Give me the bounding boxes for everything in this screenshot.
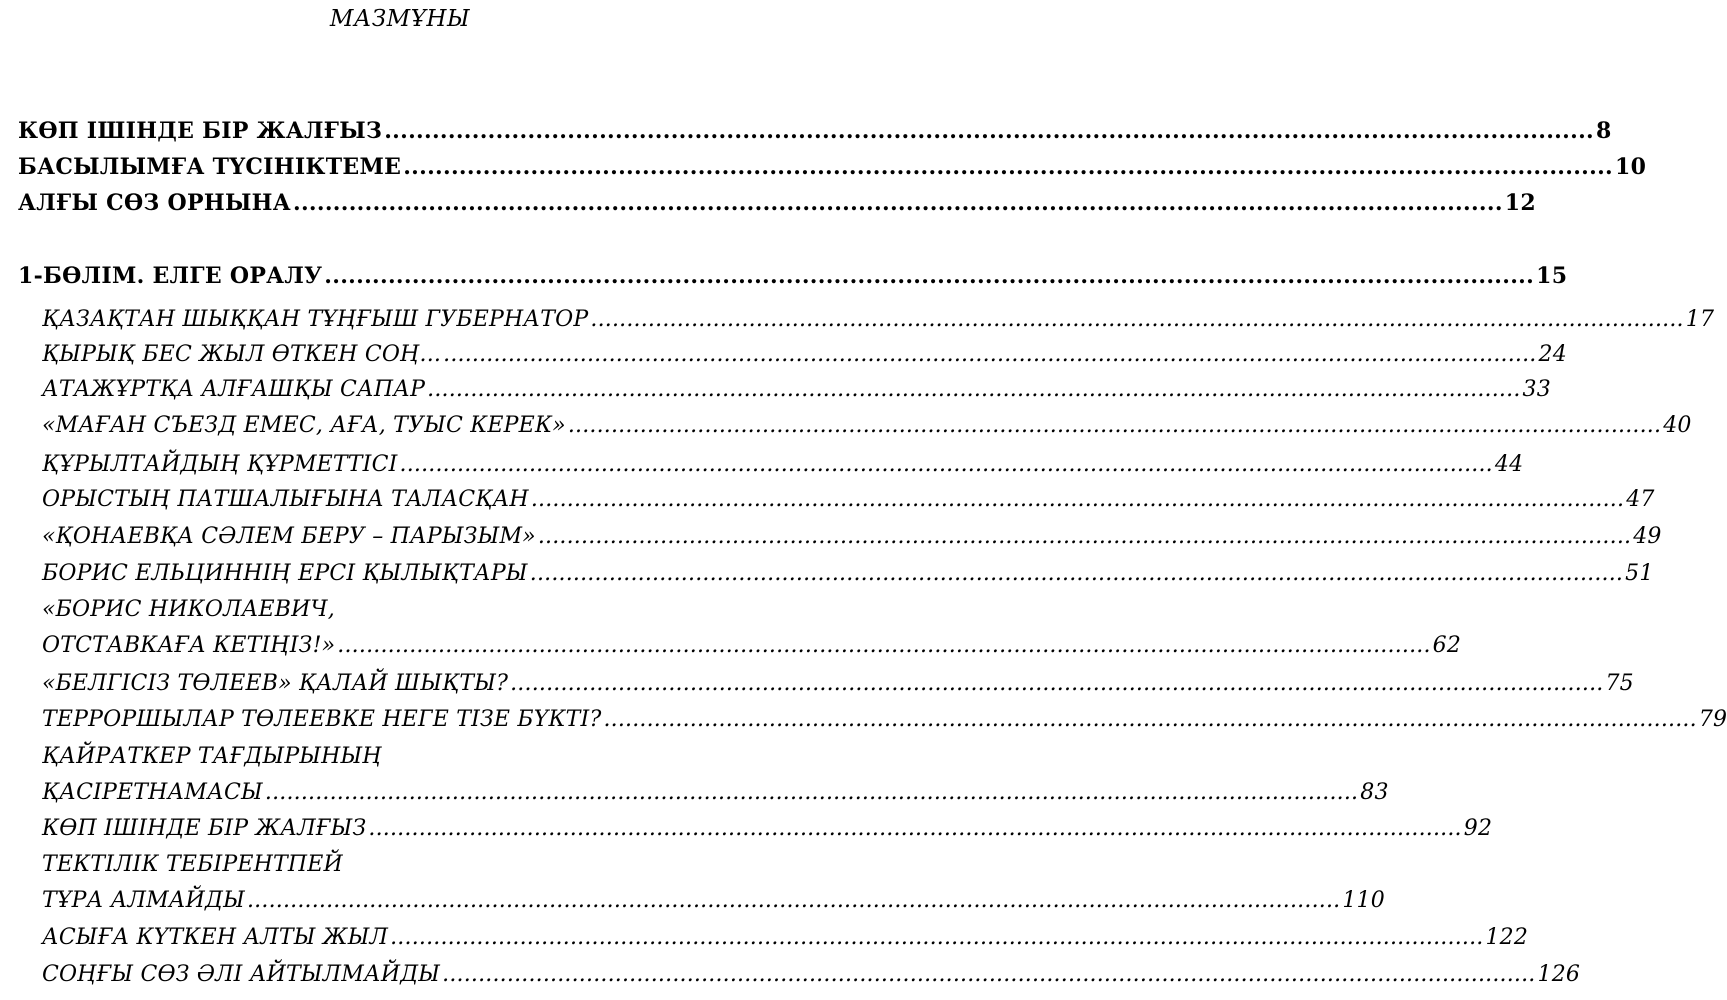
dot-leader: ........................................................................................................................................................ <box>427 377 1521 402</box>
toc-entry-title: АСЫҒА КҮТКЕН АЛТЫ ЖЫЛ <box>42 925 389 950</box>
dot-leader: ........................................................................................................................................................ <box>537 524 1632 549</box>
toc-entry-title-line1: ҚАЙРАТКЕР ТАҒДЫРЫНЫҢ <box>42 744 382 769</box>
toc-entry-title: «МАҒАН СЪЕЗД ЕМЕС, АҒА, ТУЫС КЕРЕК» <box>42 413 566 438</box>
toc-entry-title: КӨП ІШІНДЕ БІР ЖАЛҒЫЗ <box>42 816 367 841</box>
toc-subentry[interactable] <box>42 561 1654 586</box>
toc-page-number: 79 <box>1698 707 1727 732</box>
dot-leader: ........................................................................................................................................................ <box>384 118 1594 144</box>
toc-page-number: 44 <box>1494 452 1524 477</box>
dot-leader: ........................................................................................................................................................ <box>246 888 1341 913</box>
toc-entry-title: ҚАЗАҚТАН ШЫҚҚАН ТҰҢҒЫШ ГУБЕРНАТОР <box>42 307 589 332</box>
toc-entry-title: ҚЫРЫҚ БЕС ЖЫЛ ӨТКЕН СОҢ... <box>42 342 442 367</box>
toc-entry-title: ТЕРРОРШЫЛАР ТӨЛЕЕВКЕ НЕГЕ ТІЗЕ БҮКТІ? <box>42 707 602 732</box>
toc-page-number: 75 <box>1605 671 1634 696</box>
toc-entry-title: АТАЖҰРТҚА АЛҒАШҚЫ САПАР <box>42 377 426 402</box>
toc-page-number: 40 <box>1663 413 1692 438</box>
toc-entry-title: АЛҒЫ СӨЗ ОРНЫНА <box>18 190 291 216</box>
toc-subentry[interactable] <box>42 342 1567 367</box>
toc-entry-title: КӨП ІШІНДЕ БІР ЖАЛҒЫЗ <box>18 118 383 144</box>
toc-entry-title: ҚАСІРЕТНАМАСЫ <box>42 780 263 805</box>
dot-leader: ........................................................................................................................................................ <box>590 307 1684 332</box>
toc-page-number: 8 <box>1595 118 1612 144</box>
toc-entry-title: БАСЫЛЫМҒА ТҮСІНІКТЕМЕ <box>18 154 402 180</box>
dot-leader: ........................................................................................................................................................ <box>390 925 1484 950</box>
toc-page-number: 47 <box>1626 487 1655 512</box>
toc-entry[interactable] <box>18 190 1537 216</box>
toc-page-number: 15 <box>1536 263 1568 289</box>
dot-leader: ........................................................................................................................................................ <box>529 561 1624 586</box>
dot-leader: ........................................................................................................................................................ <box>399 452 1493 477</box>
dot-leader: ........................................................................................................................................................ <box>530 487 1625 512</box>
toc-page-number: 122 <box>1485 925 1529 950</box>
toc-subentry[interactable] <box>42 307 1715 332</box>
toc-subentry[interactable] <box>42 816 1493 841</box>
toc-subentry[interactable] <box>42 780 1389 805</box>
page-title: МАЗМҰНЫ <box>329 6 471 32</box>
toc-subentry[interactable] <box>42 925 1529 950</box>
dot-leader: ........................................................................................................................................................ <box>324 263 1535 289</box>
toc-entry-title: ҚҰРЫЛТАЙДЫҢ ҚҰРМЕТТІСІ <box>42 452 398 477</box>
dot-leader: ........................................................................................................................................................ <box>442 962 1536 987</box>
dot-leader: ........................................................................................................................................................ <box>337 633 1431 658</box>
toc-page-number: 33 <box>1522 377 1551 402</box>
dot-leader: ........................................................................................................................................................ <box>603 707 1697 732</box>
toc-page-number: 126 <box>1537 962 1581 987</box>
toc-page-number: 10 <box>1615 154 1647 180</box>
toc-page-number: 24 <box>1538 342 1567 367</box>
toc-page-number: 17 <box>1685 307 1715 332</box>
toc-section-title: 1-БӨЛІМ. ЕЛГЕ ОРАЛУ <box>18 263 323 289</box>
toc-subentry[interactable] <box>42 413 1692 438</box>
toc-entry-title: БОРИС ЕЛЬЦИННІҢ ЕРСІ ҚЫЛЫҚТАРЫ <box>42 561 528 586</box>
toc-entry-title: «ҚОНАЕВҚА СӘЛЕМ БЕРУ – ПАРЫЗЫМ» <box>42 524 536 549</box>
dot-leader: ........................................................................................................................................................ <box>403 154 1613 180</box>
toc-subentry[interactable] <box>42 671 1634 696</box>
dot-leader: ........................................................................................................................................................ <box>264 780 1359 805</box>
toc-page-number: 83 <box>1360 780 1389 805</box>
toc-subentry[interactable] <box>42 452 1524 477</box>
toc-subentry[interactable] <box>42 707 1727 732</box>
toc-subentry[interactable] <box>42 487 1655 512</box>
toc-entry-title: ТҰРА АЛМАЙДЫ <box>42 888 245 913</box>
toc-page-number: 110 <box>1342 888 1385 913</box>
toc-entry-title: СОҢҒЫ СӨЗ ӘЛІ АЙТЫЛМАЙДЫ <box>42 962 441 987</box>
dot-leader: ........................................................................................................................................................ <box>443 342 1537 367</box>
toc-entry-title: ОТСТАВКАҒА КЕТІҢІЗ!» <box>42 633 336 658</box>
toc-subentry[interactable] <box>42 377 1551 402</box>
toc-page-number: 49 <box>1633 524 1662 549</box>
toc-page-number: 12 <box>1504 190 1537 216</box>
toc-section-entry[interactable] <box>18 263 1568 289</box>
toc-entry-title-line1: ТЕКТІЛІК ТЕБІРЕНТПЕЙ <box>42 852 343 877</box>
toc-page-number: 51 <box>1625 561 1654 586</box>
dot-leader: ........................................................................................................................................................ <box>368 816 1462 841</box>
toc-entry-title-line1: «БОРИС НИКОЛАЕВИЧ, <box>42 597 335 622</box>
dot-leader: ........................................................................................................................................................ <box>567 413 1662 438</box>
toc-page-number: 62 <box>1432 633 1462 658</box>
toc-entry[interactable] <box>18 118 1612 144</box>
dot-leader: ........................................................................................................................................................ <box>510 671 1604 696</box>
toc-entry-title: ОРЫСТЫҢ ПАТШАЛЫҒЫНА ТАЛАСҚАН <box>42 487 529 512</box>
toc-entry-title: «БЕЛГІСІЗ ТӨЛЕЕВ» ҚАЛАЙ ШЫҚТЫ? <box>42 671 509 696</box>
toc-entry[interactable] <box>18 154 1647 180</box>
dot-leader: ........................................................................................................................................................ <box>293 190 1503 216</box>
toc-subentry[interactable] <box>42 524 1662 549</box>
toc-subentry[interactable] <box>42 633 1462 658</box>
toc-subentry[interactable] <box>42 962 1581 987</box>
toc-page-number: 92 <box>1463 816 1493 841</box>
toc-subentry[interactable] <box>42 888 1385 913</box>
